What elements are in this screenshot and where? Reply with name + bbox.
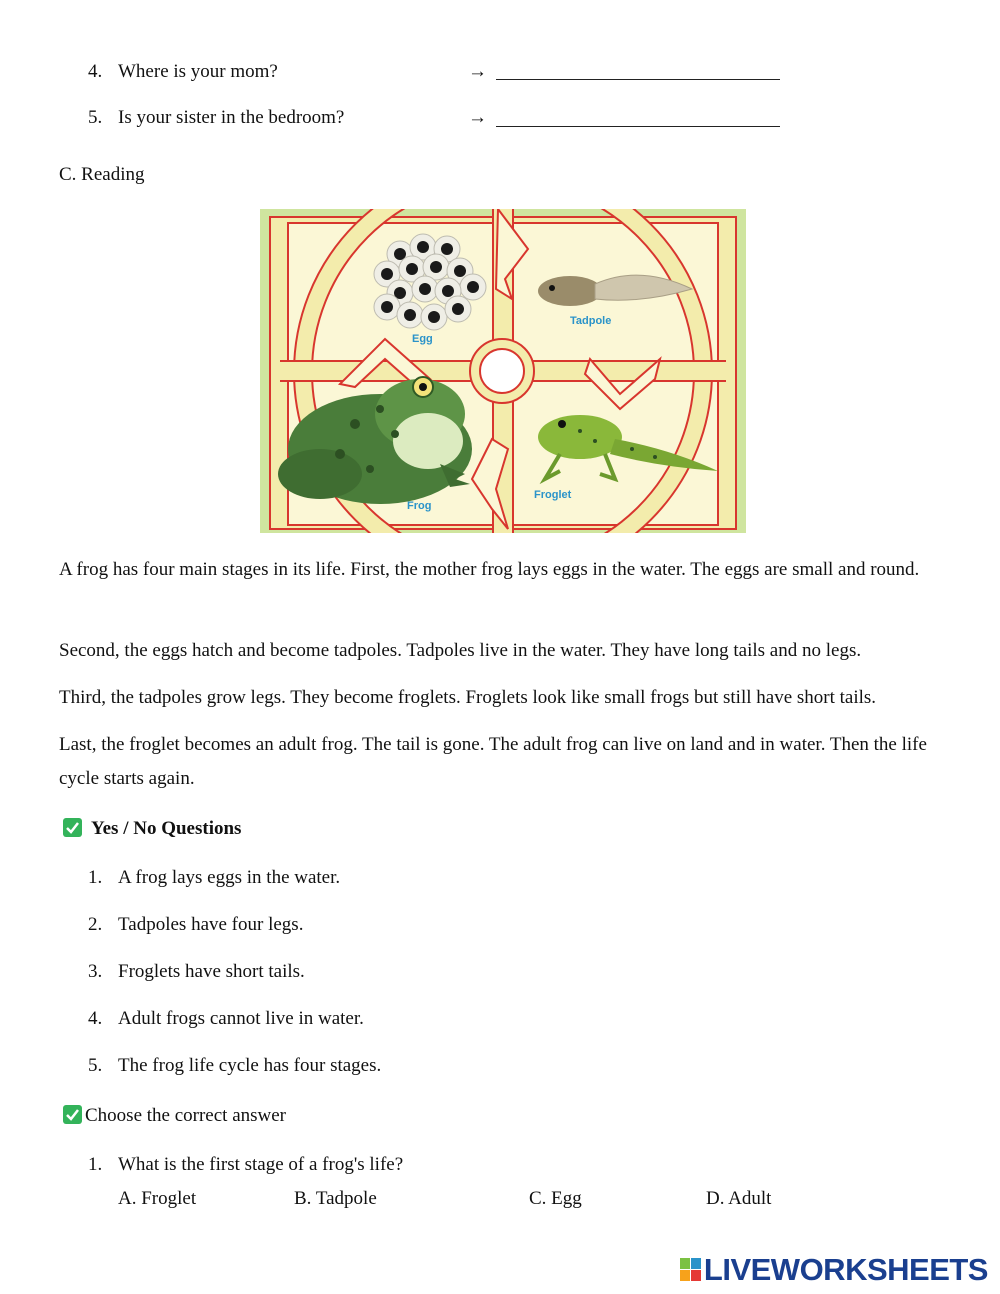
mc-question: What is the first stage of a frog's life? [118, 1154, 404, 1175]
frog-label: Frog [407, 500, 432, 512]
item-number: 4. [88, 1008, 103, 1029]
reading-paragraph: Second, the eggs hatch and become tadpoles. Tadpoles live in the water. They have long tails and no legs. [59, 640, 862, 661]
question-text: Is your sister in the bedroom? [118, 107, 345, 128]
yes-no-question: Tadpoles have four legs. [118, 914, 304, 935]
life-cycle-image [260, 209, 746, 533]
item-number: 1. [88, 1154, 103, 1175]
answer-field[interactable] [496, 126, 780, 127]
live-icon [680, 1258, 702, 1282]
arrow-icon: → [468, 61, 487, 82]
option-b[interactable]: B. Tadpole [294, 1188, 377, 1209]
yes-no-question: Froglets have short tails. [118, 961, 305, 982]
yes-no-question: A frog lays eggs in the water. [118, 867, 341, 888]
item-number: 2. [88, 914, 103, 935]
brand-name: LIVEWORKSHEETS [703, 1252, 988, 1287]
section-heading: C. Reading [59, 164, 145, 185]
question-number: 4. [88, 61, 103, 82]
item-number: 1. [88, 867, 103, 888]
froglet-label: Froglet [534, 489, 572, 501]
answer-field[interactable] [496, 79, 780, 80]
reading-paragraph: A frog has four main stages in its life. First, the mother frog lays eggs in the water. The eggs are small and round. [59, 559, 920, 580]
liveworksheets-logo[interactable] [680, 1252, 988, 1288]
yes-no-heading: Yes / No Questions [91, 818, 242, 839]
option-d[interactable]: D. Adult [706, 1188, 772, 1209]
item-number: 5. [88, 1055, 103, 1076]
option-c[interactable]: C. Egg [529, 1188, 582, 1209]
yes-no-question: The frog life cycle has four stages. [118, 1055, 382, 1076]
reading-paragraph: Third, the tadpoles grow legs. They become froglets. Froglets look like small frogs but still have short tails. [59, 687, 877, 708]
option-a[interactable]: A. Froglet [118, 1188, 197, 1209]
question-number: 5. [88, 107, 103, 128]
choose-heading: Choose the correct answer [85, 1105, 287, 1126]
checkmark-icon [63, 818, 82, 837]
question-text: Where is your mom? [118, 61, 278, 82]
yes-no-question: Adult frogs cannot live in water. [118, 1008, 364, 1029]
egg-label: Egg [412, 333, 433, 345]
reading-paragraph: Last, the froglet becomes an adult frog. The tail is gone. The adult frog can live on land and in water. Then the life cycle starts again. [59, 734, 927, 789]
life-cycle-diagram [260, 209, 746, 533]
tadpole-label: Tadpole [570, 315, 612, 327]
checkmark-icon [63, 1105, 82, 1124]
item-number: 3. [88, 961, 103, 982]
arrow-icon: → [468, 107, 487, 128]
